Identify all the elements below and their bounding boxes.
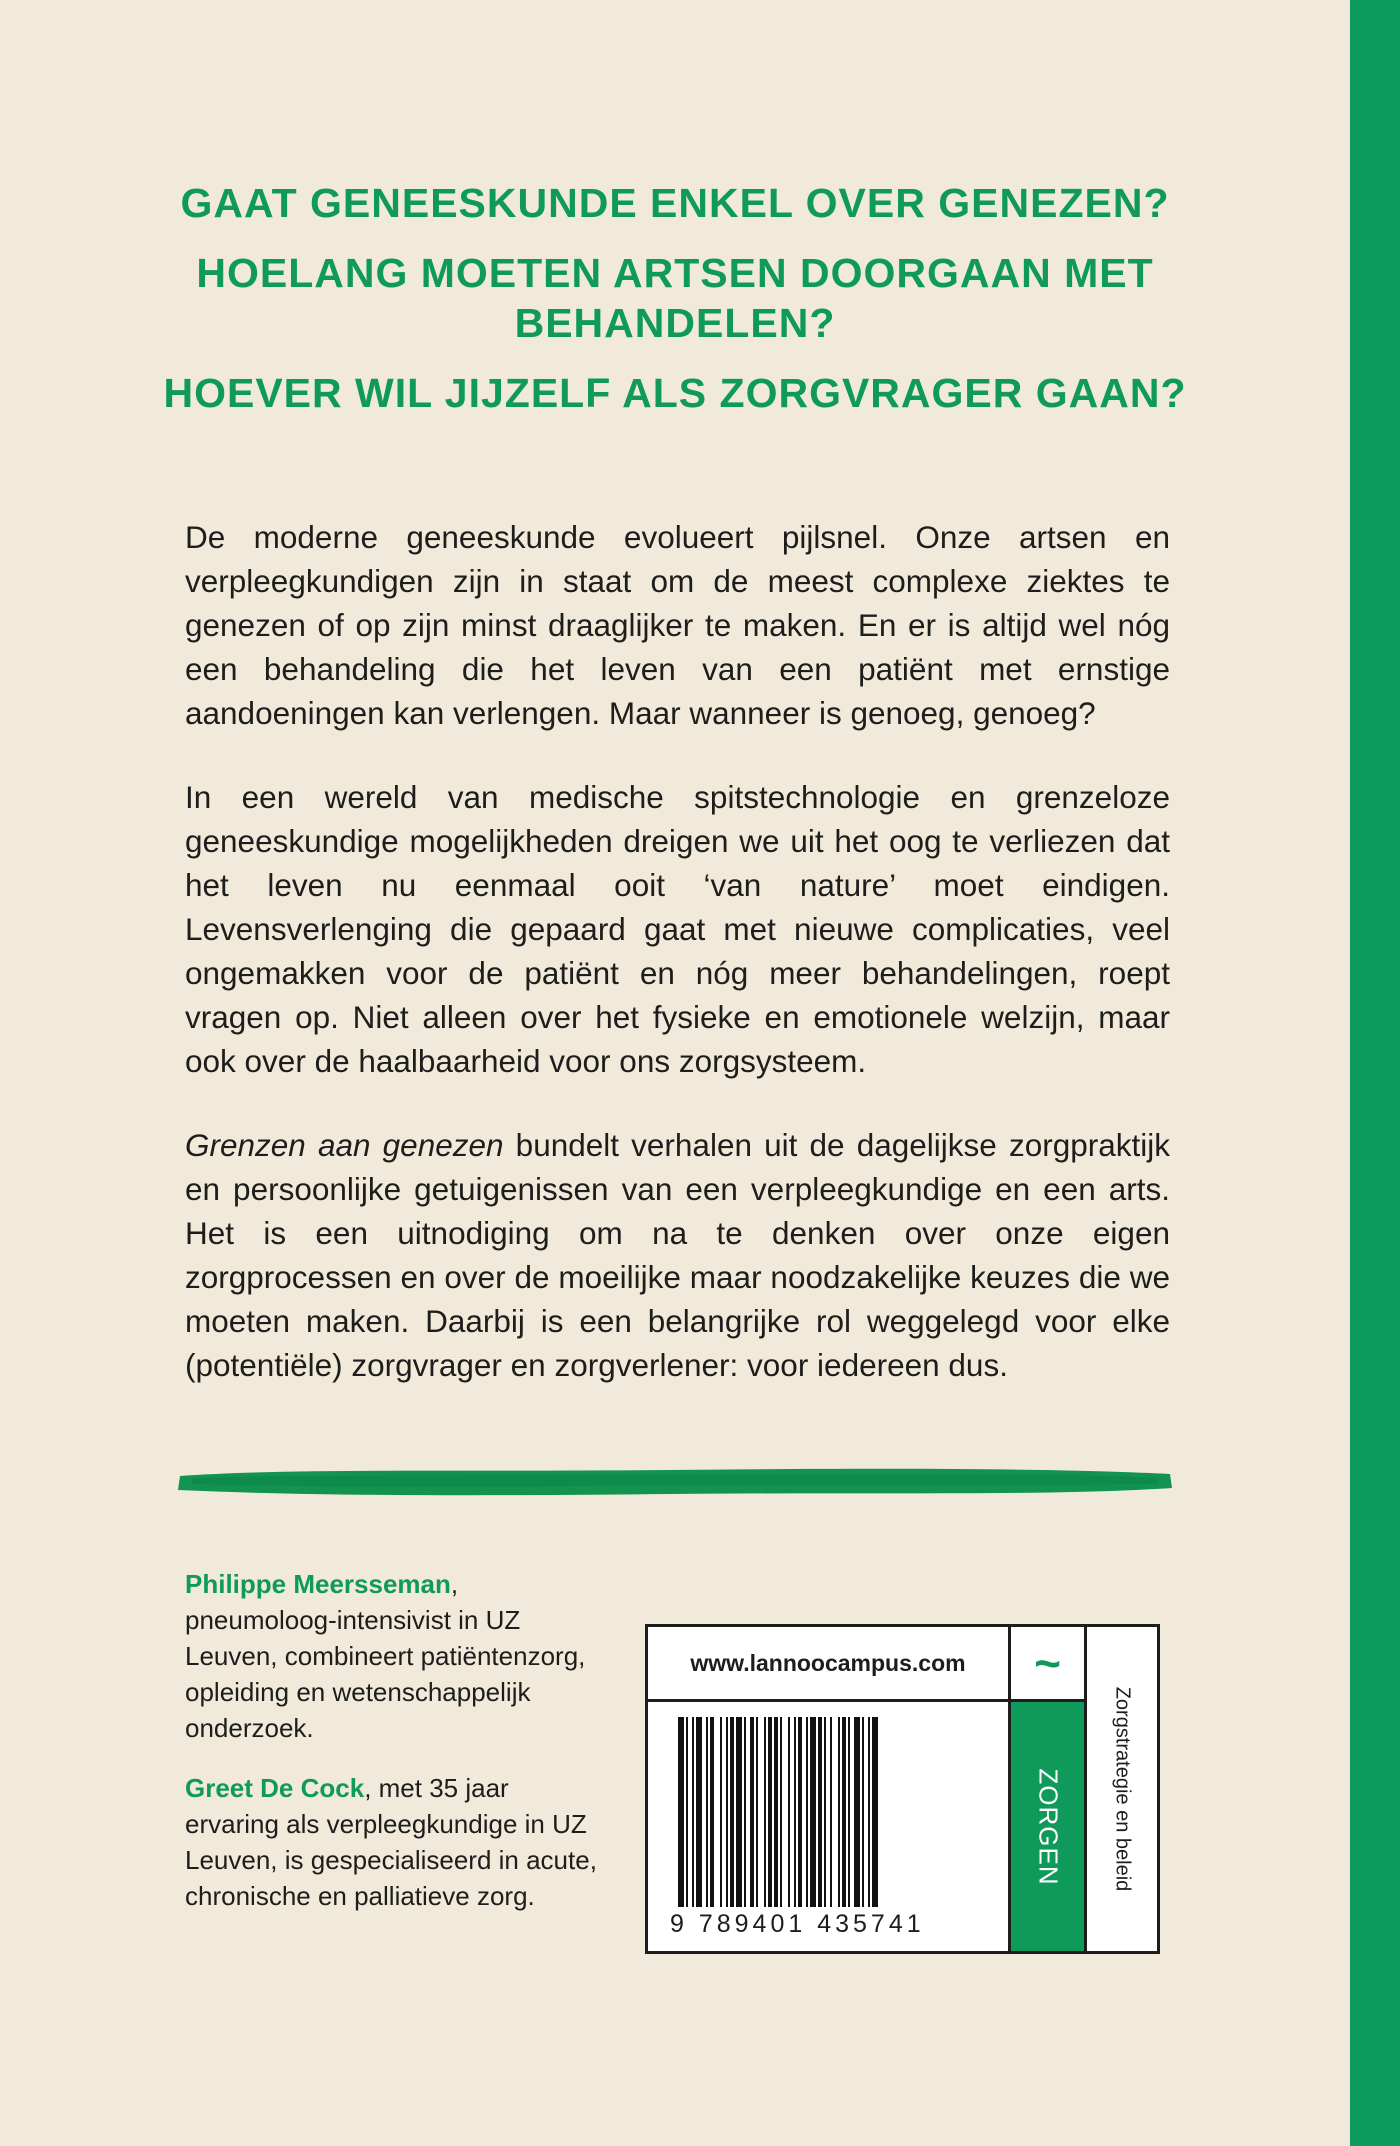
barcode-bars: [678, 1717, 978, 1907]
barcode-bar: [686, 1717, 688, 1907]
book-title: Grenzen aan genezen: [185, 1127, 504, 1163]
barcode-bar: [774, 1717, 778, 1907]
blurb-paragraph-2: In een wereld van medische spitstechnologie en grenzeloze geneeskundige mogelijkheden dreigen we uit het oog te verliezen dat het leven nu eenmaal ooit ‘van nature’ moet eindigen. Levensverlenging die gepaard gaat met nieuwe complicaties, veel ongemakken voor de patiënt en nóg meer behandelingen, roept vragen op. Niet alleen over het fysieke en emotionele welzijn, maar ook over de haalbaarheid voor ons zorgsysteem.: [185, 779, 1170, 1079]
author-bio-text-1: , pneumoloog-intensivist in UZ Leuven, combineert patiëntenzorg, opleiding en wetenschappelijk onderzoek.: [185, 1569, 586, 1743]
category-label-box: [1011, 1702, 1087, 1951]
question-1: GAAT GENEESKUNDE ENKEL OVER GENEZEN?: [180, 180, 1170, 226]
barcode-bar: [678, 1717, 684, 1907]
barcode-bar: [794, 1717, 796, 1907]
barcode-bar: [806, 1717, 808, 1907]
barcode-panel: [645, 1624, 1160, 1954]
barcode-bar: [842, 1717, 846, 1907]
brush-stroke-divider: [172, 1462, 1177, 1502]
barcode-bar: [756, 1717, 758, 1907]
barcode-bar: [692, 1717, 694, 1907]
author-bios: [185, 1566, 605, 1938]
barcode-bar: [798, 1717, 802, 1907]
series-label: Zorgstrategie en beleid: [1111, 1686, 1134, 1892]
green-edge-strip: [1350, 0, 1400, 2146]
barcode-bar: [768, 1717, 772, 1907]
barcode-bar: [824, 1717, 826, 1907]
blurb-paragraph-3: [185, 1123, 1170, 1387]
author-name-2: Greet De Cock: [185, 1773, 365, 1803]
barcode-bar: [788, 1717, 790, 1907]
question-headings: [160, 178, 1190, 438]
barcode: [648, 1702, 1011, 1951]
author-bio-1: [185, 1566, 605, 1746]
blurb-paragraph-3-text: bundelt verhalen uit de dagelijkse zorgpraktijk en persoonlijke getuigenissen van een verpleegkundige en een arts. Het is een uitnodiging om na te denken over onze eigen zorgprocessen en over de moeilijke maar noodzakelijke keuzes die we moeten maken. Daarbij is een belangrijke rol weggelegd voor elke (potentiële) zorgvrager en zorgverlener: voor iedereen dus.: [185, 1127, 1170, 1383]
series-label-box: [1087, 1627, 1157, 1951]
barcode-bar: [736, 1717, 742, 1907]
blurb: [185, 515, 1170, 1427]
barcode-bar: [720, 1717, 722, 1907]
barcode-bar: [854, 1717, 860, 1907]
question-2: HOELANG MOETEN ARTSEN DOORGAAN MET BEHANDELEN?: [196, 250, 1154, 346]
barcode-bar: [696, 1717, 702, 1907]
barcode-bar: [710, 1717, 714, 1907]
barcode-bar: [838, 1717, 840, 1907]
barcode-bar: [706, 1717, 708, 1907]
publisher-url: www.lannoocampus.com: [648, 1627, 1011, 1702]
barcode-bar: [862, 1717, 864, 1907]
barcode-bar: [780, 1717, 782, 1907]
isbn-number: 9 789401 435741: [670, 1910, 925, 1938]
author-name-1: Philippe Meersseman: [185, 1569, 451, 1599]
barcode-bar: [744, 1717, 746, 1907]
barcode-bar: [818, 1717, 822, 1907]
barcode-bar: [726, 1717, 728, 1907]
barcode-bar: [868, 1717, 870, 1907]
question-3: HOEVER WIL JIJZELF ALS ZORGVRAGER GAAN?: [163, 370, 1187, 416]
author-bio-text-2: , met 35 jaar ervaring als verpleegkundige in UZ Leuven, is gespecialiseerd in acute, chronische en palliatieve zorg.: [185, 1773, 597, 1911]
category-label: ZORGEN: [1033, 1767, 1063, 1886]
barcode-bar: [872, 1717, 878, 1907]
blurb-paragraph-1: De moderne geneeskunde evolueert pijlsnel. Onze artsen en verpleegkundigen zijn in staat om de meest complexe ziektes te genezen of op zijn minst draaglijker te maken. En er is altijd wel nóg een behandeling die het leven van een patiënt met ernstige aandoeningen kan verlengen. Maar wanneer is genoeg, genoeg?: [185, 519, 1170, 731]
barcode-bar: [764, 1717, 766, 1907]
barcode-bar: [830, 1717, 832, 1907]
barcode-bar: [810, 1717, 816, 1907]
barcode-bar: [730, 1717, 734, 1907]
author-bio-2: [185, 1770, 605, 1914]
barcode-bar: [750, 1717, 754, 1907]
barcode-bar: [848, 1717, 850, 1907]
publisher-logo-icon: ~: [1011, 1627, 1087, 1702]
